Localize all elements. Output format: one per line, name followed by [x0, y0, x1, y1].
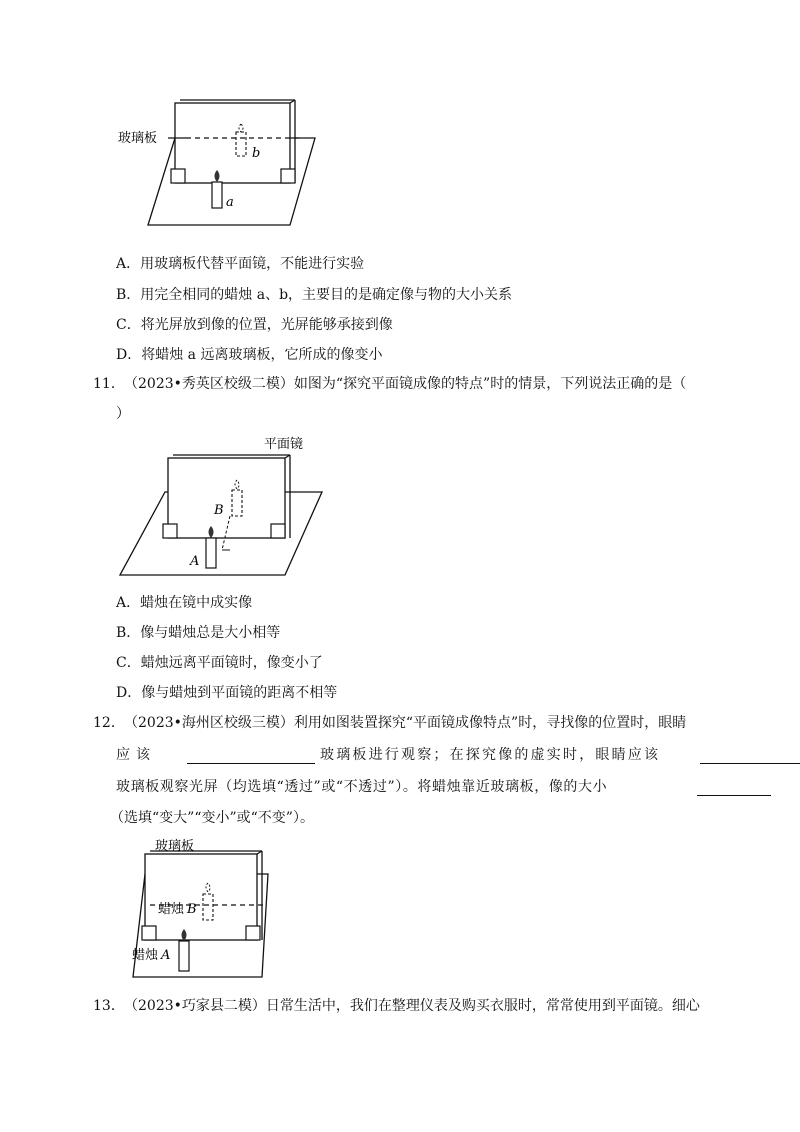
- plane-mirror-label: 平面镜: [264, 437, 304, 452]
- glass-plate-label-q12: 玻璃板: [155, 839, 195, 854]
- figure-glass-plate-setup: [0, 90, 340, 240]
- q10-option-c: C．将光屏放到像的位置，光屏能够承接到像: [116, 317, 393, 333]
- q11-number: 11．: [93, 376, 125, 392]
- label-B-q12: B: [187, 902, 197, 917]
- candle-b-label: 蜡烛: [158, 902, 185, 917]
- candle-a-label: 蜡烛: [132, 948, 159, 963]
- label-A-q12: A: [161, 948, 171, 963]
- label-b: b: [252, 146, 261, 161]
- q12-line4-text: （选填“变大”“变小”或“不变”）。: [110, 810, 314, 826]
- q13-number: 13．: [93, 998, 125, 1014]
- q12-line2-prefix: 应该: [116, 747, 156, 763]
- q12-number: 12．: [93, 715, 125, 731]
- q12-line2-text: 玻璃板进行观察；在探究像的虚实时，眼睛应该: [320, 747, 661, 763]
- q11-option-d: D．像与蜡烛到平面镜的距离不相等: [116, 685, 338, 701]
- q11-stem: （2023•秀英区校级二模）如图为“探究平面镜成像的特点”时的情景，下列说法正确的是（: [124, 376, 687, 392]
- q11-option-c: C．蜡烛远离平面镜时，像变小了: [116, 655, 323, 671]
- q10-option-d: D．将蜡烛 a 远离玻璃板，它所成的像变小: [116, 347, 383, 363]
- glass-plate-label: 玻璃板: [118, 131, 158, 146]
- figure-candle-glass-setup: [0, 836, 340, 986]
- q12-blank-2[interactable]: [700, 749, 800, 764]
- q11-option-b: B．像与蜡烛总是大小相等: [116, 625, 281, 641]
- q12-line3-text: 玻璃板观察光屏（均选填“透过”或“不透过”）。将蜡烛靠近玻璃板，像的大小: [116, 779, 608, 795]
- q12-blank-3[interactable]: [697, 781, 771, 796]
- q11-option-a: A．蜡烛在镜中成实像: [116, 595, 253, 611]
- q12-line1: （2023•海州区校级三模）利用如图装置探究“平面镜成像特点”时，寻找像的位置时，眼睛: [124, 715, 687, 731]
- q10-option-a: A．用玻璃板代替平面镜，不能进行实验: [116, 256, 365, 272]
- label-A: A: [190, 554, 200, 569]
- q10-option-b: B．用完全相同的蜡烛 a、b，主要目的是确定像与物的大小关系: [116, 287, 513, 303]
- label-B: B: [214, 503, 224, 518]
- q11-stem-end: ）: [116, 406, 130, 422]
- q12-blank-1[interactable]: [187, 749, 315, 764]
- figure-plane-mirror-setup: [0, 430, 340, 580]
- q13-stem: （2023•巧家县二模）日常生活中，我们在整理仪表及购买衣服时，常常使用到平面镜。细心: [124, 998, 700, 1014]
- label-a: a: [226, 195, 234, 210]
